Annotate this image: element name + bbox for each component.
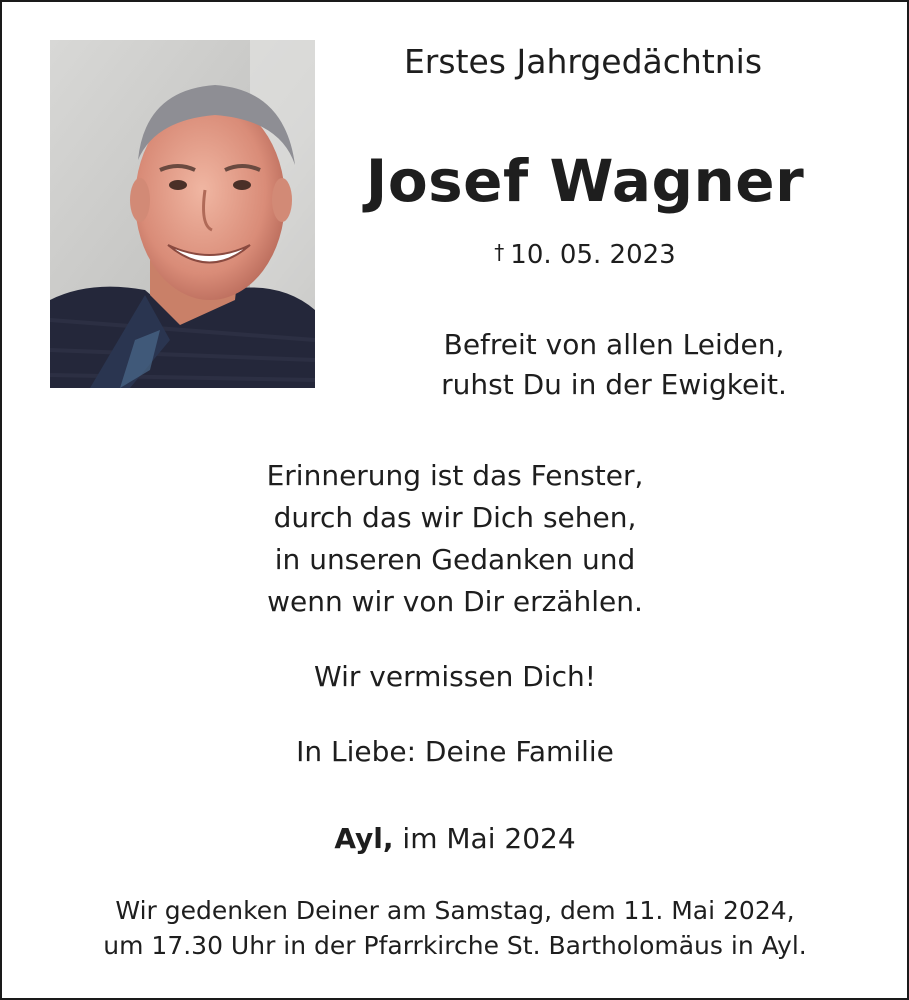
service-line: um 17.30 Uhr in der Pfarrkirche St. Bartholomäus in Ayl. <box>103 931 807 960</box>
place-date-line <box>200 822 710 855</box>
death-date: 10. 05. 2023 <box>510 240 676 270</box>
missing-you-line: Wir vermissen Dich! <box>314 660 596 693</box>
poem-block <box>200 455 710 623</box>
poem-line: wenn wir von Dir erzählen. <box>267 585 643 618</box>
deceased-name: Josef Wagner <box>365 147 805 215</box>
notice-subtitle: Erstes Jahrgedächtnis <box>403 42 763 81</box>
verse-line: Befreit von allen Leiden, <box>443 328 785 361</box>
signature-line: In Liebe: Deine Familie <box>296 735 614 768</box>
place-date: im Mai 2024 <box>402 822 576 855</box>
verse-block <box>400 325 828 405</box>
poem-line: Erinnerung ist das Fenster, <box>266 459 644 492</box>
cross-icon: † <box>494 240 505 264</box>
death-date-line <box>460 240 710 270</box>
verse-line: ruhst Du in der Ewigkeit. <box>441 368 787 401</box>
poem-line: in unseren Gedanken und <box>274 543 636 576</box>
memorial-service-info <box>40 893 870 963</box>
place-name: Ayl, <box>334 822 394 855</box>
poem-line: durch das wir Dich sehen, <box>273 501 637 534</box>
service-line: Wir gedenken Deiner am Samstag, dem 11. Mai 2024, <box>115 896 795 925</box>
portrait-photo <box>50 40 315 388</box>
